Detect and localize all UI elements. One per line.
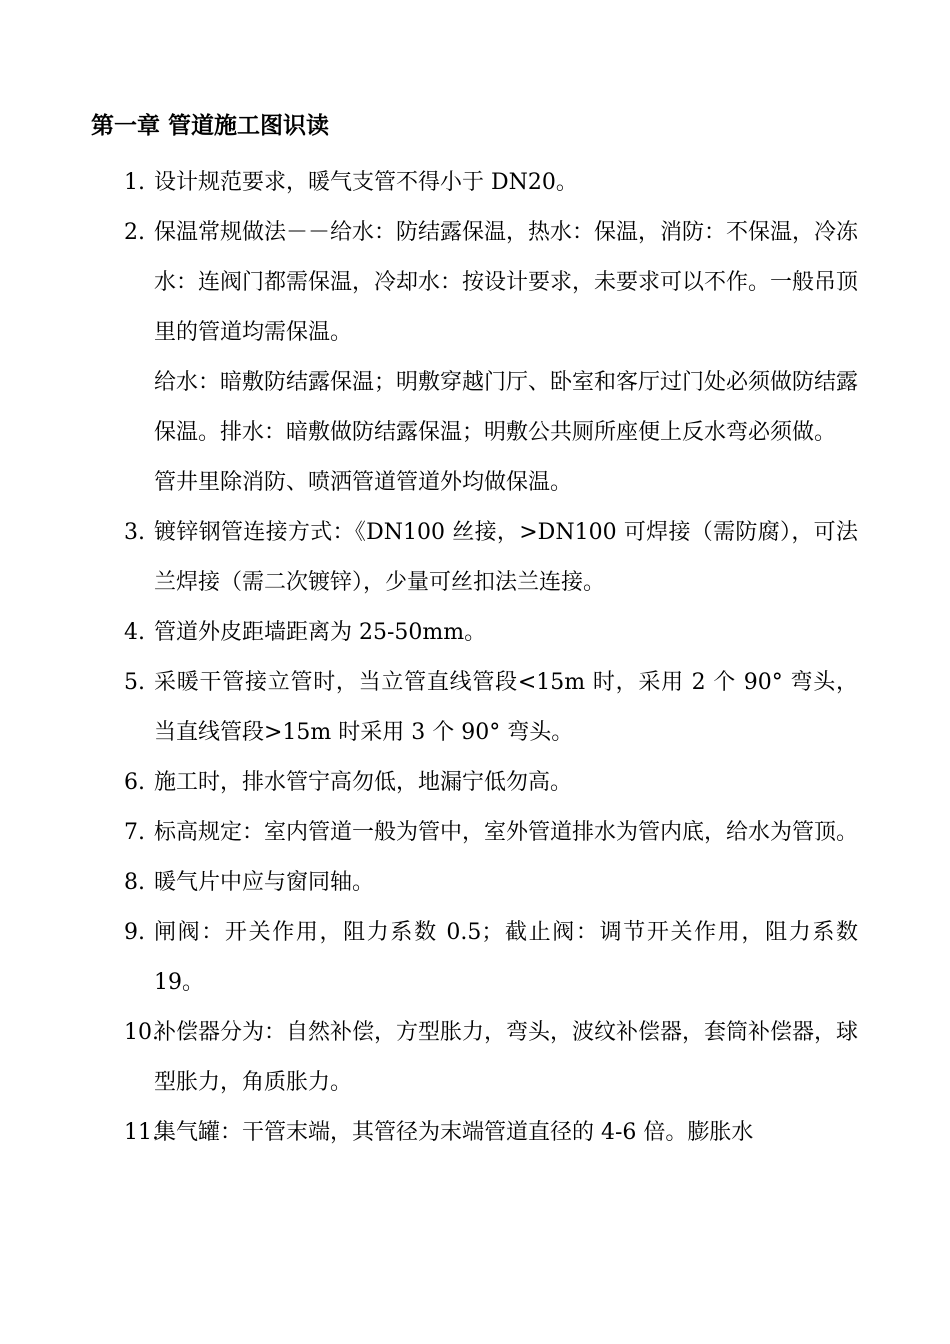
item-number: 11.	[124, 1120, 159, 1145]
list-item	[0, 158, 950, 208]
item-number: 3.	[124, 520, 145, 545]
item-text: 采暖干管接立管时，当立管直线管段<15m 时，采用 2 个 90° 弯头，当直线管段>15m 时采用 3 个 90° 弯头。	[154, 670, 858, 745]
item-text: 保温常规做法－－给水：防结露保温，热水：保温，消防：不保温，冷冻水：连阀门都需保温，冷却水：按设计要求，未要求可以不作。一般吊顶里的管道均需保温。	[154, 220, 859, 345]
item-number: 5.	[124, 670, 145, 695]
item-text: 集气罐：干管末端，其管径为末端管道直径的 4-6 倍。膨胀水	[154, 1120, 754, 1145]
item-text: 施工时，排水管宁高勿低，地漏宁低勿高。	[154, 770, 573, 795]
item-text: 闸阀：开关作用，阻力系数 0.5；截止阀：调节开关作用，阻力系数 19。	[154, 920, 858, 995]
item-number: 8.	[124, 870, 145, 895]
item-text: 标高规定：室内管道一般为管中，室外管道排水为管内底，给水为管顶。	[154, 820, 859, 845]
item-number: 4.	[124, 620, 145, 645]
item-text-continued: 给水：暗敷防结露保温；明敷穿越门厅、卧室和客厅过门处必须做防结露保温。排水：暗敷做防结露保温；明敷公共厕所座便上反水弯必须做。	[154, 370, 859, 445]
list-item	[0, 908, 950, 1008]
chapter-title: 第一章 管道施工图识读	[91, 113, 330, 139]
item-text: 设计规范要求，暖气支管不得小于 DN20。	[154, 170, 578, 195]
list-item	[0, 658, 950, 758]
item-number: 9.	[124, 920, 145, 945]
item-text: 镀锌钢管连接方式：《DN100 丝接，>DN100 可焊接（需防腐），可法兰焊接（需二次镀锌），少量可丝扣法兰连接。	[154, 520, 858, 595]
item-number: 2.	[124, 220, 145, 245]
item-number: 1.	[124, 170, 145, 195]
list-item	[0, 758, 950, 808]
list-item	[0, 1108, 950, 1158]
item-text: 补偿器分为：自然补偿，方型胀力，弯头，波纹补偿器，套筒补偿器，球型胀力，角质胀力。	[154, 1020, 859, 1095]
item-number: 6.	[124, 770, 145, 795]
item-number: 7.	[124, 820, 145, 845]
item-text: 管道外皮距墙距离为 25-50mm。	[154, 620, 487, 645]
list-item	[0, 608, 950, 658]
numbered-list	[0, 158, 950, 1158]
list-item	[0, 1008, 950, 1108]
list-item	[0, 208, 950, 508]
item-text: 暖气片中应与窗同轴。	[154, 870, 375, 895]
item-number: 10.	[124, 1020, 159, 1045]
item-text-continued: 管井里除消防、喷洒管道管道外均做保温。	[154, 470, 573, 495]
list-item	[0, 508, 950, 608]
list-item	[0, 808, 950, 858]
list-item	[0, 858, 950, 908]
